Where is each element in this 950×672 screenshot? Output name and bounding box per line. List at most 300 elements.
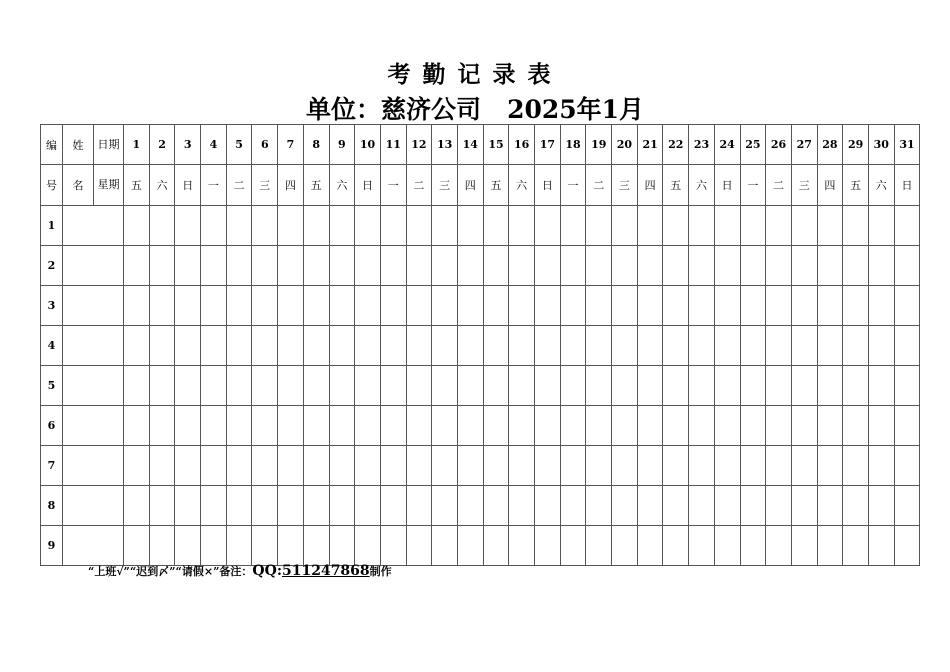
attendance-cell[interactable] <box>303 246 329 286</box>
attendance-cell[interactable] <box>483 486 509 526</box>
attendance-cell[interactable] <box>175 526 201 566</box>
attendance-cell[interactable] <box>509 406 535 446</box>
attendance-cell[interactable] <box>740 326 766 366</box>
attendance-cell[interactable] <box>766 326 792 366</box>
attendance-cell[interactable] <box>432 366 458 406</box>
attendance-cell[interactable] <box>483 206 509 246</box>
attendance-cell[interactable] <box>303 366 329 406</box>
attendance-cell[interactable] <box>791 286 817 326</box>
attendance-cell[interactable] <box>432 526 458 566</box>
attendance-cell[interactable] <box>663 366 689 406</box>
attendance-cell[interactable] <box>663 246 689 286</box>
attendance-cell[interactable] <box>535 406 561 446</box>
attendance-cell[interactable] <box>175 446 201 486</box>
attendance-cell[interactable] <box>843 486 869 526</box>
attendance-cell[interactable] <box>509 206 535 246</box>
attendance-cell[interactable] <box>201 206 227 246</box>
attendance-cell[interactable] <box>175 326 201 366</box>
attendance-cell[interactable] <box>740 246 766 286</box>
attendance-cell[interactable] <box>226 286 252 326</box>
attendance-cell[interactable] <box>586 246 612 286</box>
attendance-cell[interactable] <box>457 526 483 566</box>
attendance-cell[interactable] <box>663 446 689 486</box>
attendance-cell[interactable] <box>380 286 406 326</box>
attendance-cell[interactable] <box>817 326 843 366</box>
attendance-cell[interactable] <box>406 286 432 326</box>
attendance-cell[interactable] <box>457 326 483 366</box>
attendance-cell[interactable] <box>740 486 766 526</box>
attendance-cell[interactable] <box>380 446 406 486</box>
attendance-cell[interactable] <box>432 406 458 446</box>
attendance-cell[interactable] <box>457 366 483 406</box>
attendance-cell[interactable] <box>278 246 304 286</box>
attendance-cell[interactable] <box>380 206 406 246</box>
attendance-cell[interactable] <box>201 526 227 566</box>
attendance-cell[interactable] <box>791 446 817 486</box>
attendance-cell[interactable] <box>586 486 612 526</box>
attendance-cell[interactable] <box>432 286 458 326</box>
attendance-cell[interactable] <box>355 326 381 366</box>
attendance-cell[interactable] <box>329 406 355 446</box>
attendance-cell[interactable] <box>612 326 638 366</box>
attendance-cell[interactable] <box>175 406 201 446</box>
attendance-cell[interactable] <box>714 206 740 246</box>
attendance-cell[interactable] <box>483 326 509 366</box>
attendance-cell[interactable] <box>535 326 561 366</box>
attendance-cell[interactable] <box>278 446 304 486</box>
attendance-cell[interactable] <box>149 446 175 486</box>
attendance-table <box>40 124 920 566</box>
attendance-cell[interactable] <box>406 486 432 526</box>
attendance-cell[interactable] <box>303 446 329 486</box>
legend-text: “上班√”“迟到〆”“请假×”备注： <box>88 565 253 578</box>
attendance-cell[interactable] <box>817 486 843 526</box>
attendance-cell[interactable] <box>689 326 715 366</box>
attendance-cell[interactable] <box>149 486 175 526</box>
attendance-cell[interactable] <box>740 526 766 566</box>
attendance-cell[interactable] <box>175 246 201 286</box>
attendance-cell[interactable] <box>894 326 920 366</box>
attendance-cell[interactable] <box>380 486 406 526</box>
attendance-cell[interactable] <box>124 286 150 326</box>
attendance-cell[interactable] <box>766 526 792 566</box>
attendance-cell[interactable] <box>406 526 432 566</box>
attendance-cell[interactable] <box>663 206 689 246</box>
attendance-cell[interactable] <box>843 446 869 486</box>
attendance-cell[interactable] <box>483 246 509 286</box>
attendance-cell[interactable] <box>560 366 586 406</box>
attendance-cell[interactable] <box>586 206 612 246</box>
attendance-cell[interactable] <box>689 206 715 246</box>
attendance-cell[interactable] <box>278 326 304 366</box>
attendance-cell[interactable] <box>124 486 150 526</box>
attendance-cell[interactable] <box>894 206 920 246</box>
attendance-cell[interactable] <box>432 326 458 366</box>
attendance-cell[interactable] <box>432 486 458 526</box>
attendance-cell[interactable] <box>868 446 894 486</box>
attendance-cell[interactable] <box>791 526 817 566</box>
attendance-cell[interactable] <box>406 406 432 446</box>
attendance-cell[interactable] <box>303 206 329 246</box>
weekday-cell: 日 <box>175 165 201 206</box>
attendance-cell[interactable] <box>766 446 792 486</box>
attendance-cell[interactable] <box>535 246 561 286</box>
attendance-cell[interactable] <box>637 246 663 286</box>
attendance-cell[interactable] <box>689 486 715 526</box>
attendance-cell[interactable] <box>843 406 869 446</box>
day-number: 21 <box>637 125 663 165</box>
attendance-cell[interactable] <box>252 246 278 286</box>
attendance-cell[interactable] <box>483 446 509 486</box>
attendance-cell[interactable] <box>329 206 355 246</box>
attendance-cell[interactable] <box>843 246 869 286</box>
attendance-cell[interactable] <box>740 406 766 446</box>
attendance-cell[interactable] <box>843 326 869 366</box>
attendance-cell[interactable] <box>894 526 920 566</box>
attendance-cell[interactable] <box>791 486 817 526</box>
attendance-cell[interactable] <box>560 446 586 486</box>
employee-name-cell[interactable] <box>63 486 124 526</box>
attendance-cell[interactable] <box>149 206 175 246</box>
attendance-cell[interactable] <box>509 326 535 366</box>
attendance-cell[interactable] <box>817 246 843 286</box>
attendance-cell[interactable] <box>149 366 175 406</box>
attendance-cell[interactable] <box>252 486 278 526</box>
attendance-cell[interactable] <box>175 366 201 406</box>
attendance-cell[interactable] <box>612 206 638 246</box>
attendance-cell[interactable] <box>612 366 638 406</box>
employee-name-cell[interactable] <box>63 206 124 246</box>
attendance-cell[interactable] <box>637 406 663 446</box>
attendance-cell[interactable] <box>535 286 561 326</box>
attendance-cell[interactable] <box>766 406 792 446</box>
attendance-cell[interactable] <box>201 446 227 486</box>
attendance-cell[interactable] <box>406 326 432 366</box>
attendance-cell[interactable] <box>843 366 869 406</box>
attendance-cell[interactable] <box>278 206 304 246</box>
attendance-cell[interactable] <box>689 286 715 326</box>
attendance-cell[interactable] <box>740 206 766 246</box>
attendance-cell[interactable] <box>509 246 535 286</box>
attendance-cell[interactable] <box>586 366 612 406</box>
attendance-cell[interactable] <box>868 486 894 526</box>
attendance-cell[interactable] <box>124 366 150 406</box>
attendance-cell[interactable] <box>329 246 355 286</box>
attendance-cell[interactable] <box>612 486 638 526</box>
attendance-cell[interactable] <box>714 406 740 446</box>
attendance-cell[interactable] <box>894 286 920 326</box>
attendance-cell[interactable] <box>560 526 586 566</box>
attendance-cell[interactable] <box>432 206 458 246</box>
attendance-cell[interactable] <box>355 246 381 286</box>
attendance-cell[interactable] <box>329 526 355 566</box>
attendance-cell[interactable] <box>740 446 766 486</box>
attendance-cell[interactable] <box>124 526 150 566</box>
attendance-cell[interactable] <box>303 326 329 366</box>
attendance-cell[interactable] <box>766 206 792 246</box>
employee-name-cell[interactable] <box>63 406 124 446</box>
attendance-cell[interactable] <box>226 406 252 446</box>
attendance-cell[interactable] <box>560 406 586 446</box>
attendance-cell[interactable] <box>586 446 612 486</box>
attendance-cell[interactable] <box>406 446 432 486</box>
attendance-cell[interactable] <box>560 246 586 286</box>
attendance-cell[interactable] <box>663 486 689 526</box>
employee-name-cell[interactable] <box>63 286 124 326</box>
attendance-cell[interactable] <box>843 206 869 246</box>
attendance-cell[interactable] <box>509 366 535 406</box>
attendance-cell[interactable] <box>124 326 150 366</box>
attendance-cell[interactable] <box>689 246 715 286</box>
attendance-cell[interactable] <box>226 246 252 286</box>
attendance-cell[interactable] <box>201 366 227 406</box>
attendance-cell[interactable] <box>637 206 663 246</box>
attendance-cell[interactable] <box>868 206 894 246</box>
attendance-cell[interactable] <box>612 246 638 286</box>
employee-name-cell[interactable] <box>63 366 124 406</box>
attendance-cell[interactable] <box>560 326 586 366</box>
attendance-cell[interactable] <box>175 206 201 246</box>
attendance-cell[interactable] <box>329 326 355 366</box>
weekday-cell: 日 <box>714 165 740 206</box>
attendance-cell[interactable] <box>149 246 175 286</box>
row-number: 5 <box>41 366 63 406</box>
employee-name-cell[interactable] <box>63 326 124 366</box>
attendance-cell[interactable] <box>124 406 150 446</box>
attendance-cell[interactable] <box>124 446 150 486</box>
attendance-cell[interactable] <box>714 286 740 326</box>
attendance-cell[interactable] <box>817 286 843 326</box>
employee-name-cell[interactable] <box>63 526 124 566</box>
attendance-cell[interactable] <box>791 326 817 366</box>
attendance-cell[interactable] <box>612 446 638 486</box>
attendance-cell[interactable] <box>766 366 792 406</box>
attendance-cell[interactable] <box>663 286 689 326</box>
employee-name-cell[interactable] <box>63 446 124 486</box>
row-number: 2 <box>41 246 63 286</box>
attendance-cell[interactable] <box>226 366 252 406</box>
header-row-dates <box>41 125 920 165</box>
attendance-cell[interactable] <box>714 446 740 486</box>
attendance-cell[interactable] <box>791 206 817 246</box>
attendance-cell[interactable] <box>303 486 329 526</box>
attendance-cell[interactable] <box>509 446 535 486</box>
attendance-cell[interactable] <box>226 206 252 246</box>
attendance-cell[interactable] <box>355 286 381 326</box>
day-number: 26 <box>766 125 792 165</box>
attendance-cell[interactable] <box>303 286 329 326</box>
attendance-cell[interactable] <box>868 286 894 326</box>
attendance-cell[interactable] <box>406 246 432 286</box>
attendance-cell[interactable] <box>637 286 663 326</box>
attendance-cell[interactable] <box>483 286 509 326</box>
attendance-cell[interactable] <box>201 326 227 366</box>
attendance-cell[interactable] <box>406 206 432 246</box>
attendance-cell[interactable] <box>766 246 792 286</box>
attendance-cell[interactable] <box>714 486 740 526</box>
attendance-cell[interactable] <box>791 406 817 446</box>
attendance-cell[interactable] <box>714 366 740 406</box>
attendance-cell[interactable] <box>663 326 689 366</box>
attendance-cell[interactable] <box>406 366 432 406</box>
attendance-cell[interactable] <box>380 406 406 446</box>
attendance-cell[interactable] <box>252 406 278 446</box>
attendance-cell[interactable] <box>329 446 355 486</box>
attendance-cell[interactable] <box>380 326 406 366</box>
attendance-cell[interactable] <box>663 406 689 446</box>
attendance-cell[interactable] <box>457 246 483 286</box>
employee-name-cell[interactable] <box>63 246 124 286</box>
attendance-cell[interactable] <box>637 526 663 566</box>
attendance-cell[interactable] <box>586 406 612 446</box>
attendance-cell[interactable] <box>689 526 715 566</box>
attendance-cell[interactable] <box>252 366 278 406</box>
attendance-cell[interactable] <box>149 326 175 366</box>
attendance-cell[interactable] <box>149 526 175 566</box>
attendance-cell[interactable] <box>124 206 150 246</box>
attendance-cell[interactable] <box>843 526 869 566</box>
attendance-cell[interactable] <box>201 246 227 286</box>
attendance-cell[interactable] <box>766 286 792 326</box>
attendance-cell[interactable] <box>560 486 586 526</box>
attendance-cell[interactable] <box>432 246 458 286</box>
attendance-cell[interactable] <box>355 526 381 566</box>
attendance-cell[interactable] <box>637 326 663 366</box>
attendance-cell[interactable] <box>457 406 483 446</box>
attendance-cell[interactable] <box>817 366 843 406</box>
attendance-cell[interactable] <box>868 326 894 366</box>
attendance-cell[interactable] <box>278 526 304 566</box>
attendance-cell[interactable] <box>201 286 227 326</box>
attendance-cell[interactable] <box>817 406 843 446</box>
attendance-cell[interactable] <box>817 446 843 486</box>
attendance-cell[interactable] <box>329 486 355 526</box>
attendance-cell[interactable] <box>355 366 381 406</box>
attendance-cell[interactable] <box>175 486 201 526</box>
attendance-cell[interactable] <box>586 286 612 326</box>
attendance-cell[interactable] <box>689 406 715 446</box>
attendance-cell[interactable] <box>483 406 509 446</box>
attendance-cell[interactable] <box>329 286 355 326</box>
attendance-cell[interactable] <box>868 406 894 446</box>
attendance-cell[interactable] <box>535 526 561 566</box>
attendance-cell[interactable] <box>535 446 561 486</box>
attendance-cell[interactable] <box>714 246 740 286</box>
attendance-cell[interactable] <box>560 206 586 246</box>
attendance-cell[interactable] <box>509 486 535 526</box>
attendance-cell[interactable] <box>252 446 278 486</box>
attendance-cell[interactable] <box>740 286 766 326</box>
attendance-cell[interactable] <box>689 366 715 406</box>
attendance-cell[interactable] <box>149 406 175 446</box>
attendance-cell[interactable] <box>894 486 920 526</box>
attendance-cell[interactable] <box>560 286 586 326</box>
attendance-cell[interactable] <box>252 286 278 326</box>
attendance-cell[interactable] <box>637 446 663 486</box>
weekday-cell: 三 <box>432 165 458 206</box>
attendance-cell[interactable] <box>868 526 894 566</box>
attendance-cell[interactable] <box>303 406 329 446</box>
attendance-cell[interactable] <box>766 486 792 526</box>
attendance-cell[interactable] <box>380 246 406 286</box>
attendance-cell[interactable] <box>226 526 252 566</box>
attendance-cell[interactable] <box>278 286 304 326</box>
attendance-cell[interactable] <box>714 326 740 366</box>
attendance-cell[interactable] <box>894 446 920 486</box>
attendance-cell[interactable] <box>278 366 304 406</box>
attendance-cell[interactable] <box>329 366 355 406</box>
attendance-cell[interactable] <box>149 286 175 326</box>
attendance-cell[interactable] <box>509 526 535 566</box>
attendance-cell[interactable] <box>894 246 920 286</box>
attendance-cell[interactable] <box>175 286 201 326</box>
attendance-cell[interactable] <box>791 246 817 286</box>
attendance-cell[interactable] <box>535 206 561 246</box>
attendance-cell[interactable] <box>226 446 252 486</box>
attendance-cell[interactable] <box>509 286 535 326</box>
attendance-cell[interactable] <box>483 526 509 566</box>
attendance-cell[interactable] <box>226 486 252 526</box>
attendance-cell[interactable] <box>252 326 278 366</box>
attendance-cell[interactable] <box>612 406 638 446</box>
attendance-cell[interactable] <box>201 406 227 446</box>
attendance-cell[interactable] <box>278 406 304 446</box>
attendance-cell[interactable] <box>817 526 843 566</box>
attendance-cell[interactable] <box>817 206 843 246</box>
attendance-cell[interactable] <box>894 406 920 446</box>
attendance-cell[interactable] <box>226 326 252 366</box>
attendance-cell[interactable] <box>689 446 715 486</box>
attendance-cell[interactable] <box>714 526 740 566</box>
attendance-cell[interactable] <box>637 366 663 406</box>
attendance-cell[interactable] <box>457 446 483 486</box>
attendance-cell[interactable] <box>868 366 894 406</box>
attendance-cell[interactable] <box>124 246 150 286</box>
attendance-cell[interactable] <box>252 206 278 246</box>
attendance-cell[interactable] <box>612 526 638 566</box>
attendance-cell[interactable] <box>637 486 663 526</box>
attendance-cell[interactable] <box>740 366 766 406</box>
attendance-cell[interactable] <box>586 326 612 366</box>
attendance-cell[interactable] <box>380 526 406 566</box>
attendance-cell[interactable] <box>278 486 304 526</box>
attendance-cell[interactable] <box>483 366 509 406</box>
attendance-cell[interactable] <box>612 286 638 326</box>
attendance-cell[interactable] <box>201 486 227 526</box>
attendance-cell[interactable] <box>457 206 483 246</box>
attendance-cell[interactable] <box>894 366 920 406</box>
attendance-cell[interactable] <box>535 366 561 406</box>
weekday-cell: 六 <box>509 165 535 206</box>
attendance-cell[interactable] <box>457 286 483 326</box>
attendance-cell[interactable] <box>380 366 406 406</box>
attendance-cell[interactable] <box>868 246 894 286</box>
attendance-cell[interactable] <box>355 406 381 446</box>
attendance-cell[interactable] <box>663 526 689 566</box>
attendance-cell[interactable] <box>355 486 381 526</box>
attendance-cell[interactable] <box>535 486 561 526</box>
attendance-cell[interactable] <box>843 286 869 326</box>
weekday-cell: 日 <box>894 165 920 206</box>
attendance-cell[interactable] <box>355 206 381 246</box>
attendance-cell[interactable] <box>355 446 381 486</box>
attendance-cell[interactable] <box>432 446 458 486</box>
attendance-cell[interactable] <box>252 526 278 566</box>
attendance-cell[interactable] <box>303 526 329 566</box>
attendance-cell[interactable] <box>791 366 817 406</box>
attendance-cell[interactable] <box>586 526 612 566</box>
attendance-cell[interactable] <box>457 486 483 526</box>
